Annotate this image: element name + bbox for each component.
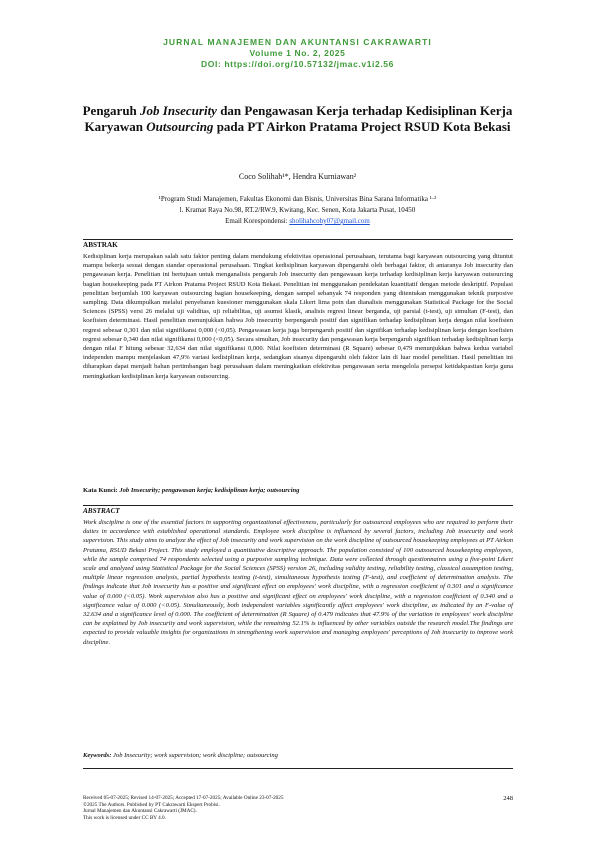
license-line: This work is licensed under CC BY 4.0.	[83, 814, 166, 821]
journal-doi[interactable]: DOI: https://doi.org/10.57132/jmac.v1i2.56	[201, 59, 394, 69]
keywords-label: Kata Kunci:	[83, 487, 120, 494]
title-italic-term: Outsourcing	[146, 119, 214, 134]
section-divider	[83, 768, 513, 769]
paper-title	[60, 103, 535, 135]
page-number: 248	[503, 795, 513, 802]
journal-name: JURNAL MANAJEMEN DAN AKUNTANSI CAKRAWARTI	[163, 37, 432, 47]
affiliation-line: ¹Program Studi Manajemen, Fakultas Ekonomi dan Bisnis, Universitas Bina Sarana Informatika ¹·²	[158, 195, 437, 203]
abstrak-body: Kedisiplinan kerja merupakan salah satu faktor penting dalam mendukung efektivitas operasional perusahaan, terutama bagi karyawan outsourcing yang dituntut mampu bekerja sesuai dengan standar operasional perusahaan. Tingkat kedisiplinan karyawan dipengaruhi oleh berbagai faktor, di antaranya Job insecurity dan pengawasan kerja. Penelitian ini bertujuan untuk menganalisis pengaruh Job insecurity dan pengawasan kerja terhadap kedisiplinan kerja karyawan outsourcing bagian housekeeping pada PT Airkon Pratama Project RSUD Kota Bekasi. Penelitian ini menggunakan pendekatan kuantitatif dengan metode deskriptif. Populasi penelitian berjumlah 100 karyawan outsourcing bagian housekeeping, dengan sampel sebanyak 74 responden yang ditentukan menggunakan teknik purposive sampling. Data dikumpulkan melalui penyebaran kuesioner menggunakan skala Likert lima poin dan dianalisis menggunakan Statistical Package for the Social Sciences (SPSS) versi 26 melalui uji validitas, uji reliabilitas, uji asumsi klasik, analisis regresi linear berganda, uji parsial (t-test), uji simultan (F-test), dan koefisien determinasi. Hasil penelitian menunjukkan bahwa Job insecurity berpengaruh positif dan signifikan terhadap kedisiplinan kerja dengan nilai koefisien regresi sebesar 0,301 dan nilai signifikansi 0,000 (<0,05). Pengawasan kerja juga berpengaruh positif dan signifikan terhadap kedisiplinan kerja dengan koefisien regresi sebesar 0,340 dan nilai signifikansi 0,000 (<0,05). Secara simultan, Job insecurity dan pengawasan kerja berpengaruh signifikan terhadap kedisiplinan kerja dengan nilai F hitung sebesar 32,634 dan nilai signifikansi 0,000. Nilai koefisien determinasi (R Square) sebesar 0,479 menunjukkan bahwa kedua variabel independen mampu menjelaskan 47,9% variasi kedisiplinan kerja, sedangkan sisanya dipengaruhi oleh faktor lain di luar model penelitian. Hasil penelitian ini diharapkan dapat menjadi bahan pertimbangan bagi perusahaan dalam meningkatkan efektivitas pengawasan serta mengelola persepsi ketidakpastian kerja guna meningkatkan kedisiplinan kerja karyawan outsourcing.	[83, 253, 513, 380]
title-text: dan Pengawasan Kerja terhadap Kedisiplinan Kerja Karyawan	[84, 103, 513, 134]
email-line	[90, 216, 505, 227]
abstrak-keywords	[83, 487, 513, 494]
abstract-heading: ABSTRACT	[83, 507, 120, 515]
keywords-label: Keywords:	[83, 752, 114, 759]
article-footer	[83, 795, 413, 821]
section-divider	[83, 505, 513, 506]
copyright-line: ©2025 The Authors. Published by PT Cakrawarti Ekspert Probisi.	[83, 801, 220, 808]
email-link[interactable]: sholihahcoby07@gmail.com	[289, 217, 370, 225]
address-line: l. Kramat Raya No.98, RT.2/RW.9, Kwitang, Kec. Senen, Kota Jakarta Pusat, 10450	[179, 206, 416, 214]
keywords-text: Job Insecurity; pengawasan kerja; kedisiplinan kerja; outsourcing	[119, 487, 300, 494]
journal-line: Jurnal Manajemen dan Akuntansi Cakrawarti (JMAC).	[83, 808, 197, 815]
title-italic-term: Job Insecurity	[140, 103, 217, 118]
journal-volume: Volume 1 No. 2, 2025	[249, 48, 346, 58]
email-label: Email Korespondensi:	[225, 217, 290, 225]
section-divider	[83, 239, 513, 240]
author-list: Coco Solihah¹*, Hendra Kurniawan²	[238, 172, 357, 181]
abstrak-heading: ABSTRAK	[83, 241, 118, 249]
title-text: Pengaruh	[82, 103, 141, 118]
title-text: pada PT Airkon Pratama Project RSUD Kota Bekasi	[213, 119, 511, 134]
abstract-keywords	[83, 752, 513, 759]
keywords-text: Job Insecurity; work supervision; work discipline; outsourcing	[113, 752, 278, 759]
article-dates: Received 05-07-2025; Revised 14-07-2025; Accepted 17-07-2025; Available Online 23-07-2025	[83, 795, 284, 801]
affiliation	[90, 194, 505, 227]
abstract-body: Work discipline is one of the essential factors in supporting organizational effectiveness, particularly for outsourced employees who are required to perform their duties in accordance with established operational standards. Employee work discipline is influenced by several factors, including Job insecurity and work supervision. This study aims to analyze the effect of Job insecurity and work supervision on the work discipline of outsourced housekeeping employees at PT Airkon Pratama, RSUD Bekasi Project. This study employed a quantitative descriptive approach. The population consisted of 100 outsourced housekeeping employees, while the sample comprised 74 respondents selected using a purposive sampling technique. Data were collected through questionnaires using a five-point Likert scale and analyzed using Statistical Package for the Social Sciences (SPSS) version 26, including validity testing, reliability testing, classical assumption testing, multiple linear regression analysis, partial hypothesis testing (t-test), simultaneous hypothesis testing (F-test), and coefficient of determination analysis. The findings indicate that Job insecurity has a positive and significant effect on employees' work discipline, with a regression coefficient of 0.301 and a significance value of 0.000 (<0.05). Work supervision also has a positive and significant effect on employees' work discipline, with a regression coefficient of 0.340 and a significance value of 0.000 (<0.05). Simultaneously, both independent variables significantly affect employees' work discipline, as indicated by an F-value of 32.634 and a significance level of 0.000. The coefficient of determination (R Square) of 0.479 indicates that 47.9% of the variation in employees' work discipline can be explained by Job insecurity and work supervision, while the remaining 52.1% is influenced by other variables outside the research model.The findings are expected to provide valuable insights for organizations in strengthening work supervision and managing employees' perceptions of Job insecurity to improve work discipline.	[83, 519, 513, 646]
